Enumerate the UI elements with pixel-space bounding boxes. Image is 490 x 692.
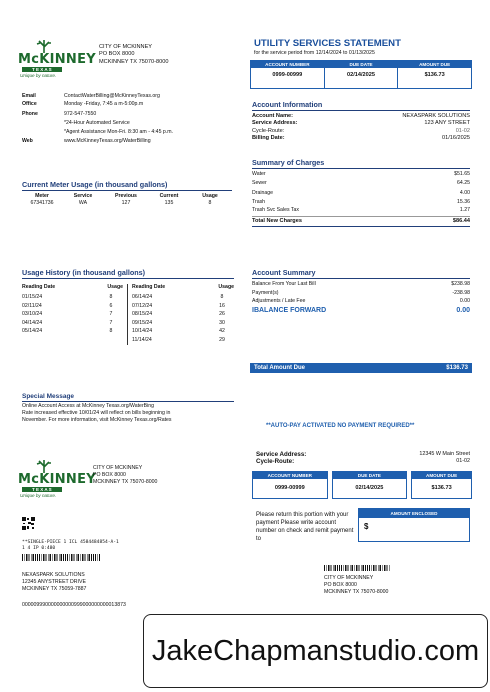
usage-value: 16 bbox=[219, 302, 225, 309]
stub-logo: McKINNEY T E X A S Unique by nature. bbox=[18, 458, 90, 500]
history-row bbox=[22, 303, 123, 312]
logo-tagline: Unique by nature. bbox=[20, 73, 57, 78]
due-date: 02/14/2025 bbox=[347, 72, 375, 78]
phone-number: 972-547-7550 bbox=[64, 111, 97, 117]
meter-row: 67341736 WA 127 135 8 bbox=[30, 199, 212, 206]
statement-boxes: ACCOUNT NUMBER 0999-00999 DUE DATE 02/14/2025 AMOUNT DUE $136.73 bbox=[250, 60, 472, 89]
postal-barcode bbox=[22, 554, 100, 561]
reading-date: 10/14/24 bbox=[132, 328, 153, 334]
reading-date: 08/15/24 bbox=[132, 311, 153, 317]
dollar-sign: $ bbox=[364, 522, 369, 531]
total-amount-due: Total Amount Due $136.73 bbox=[250, 363, 472, 373]
scanline-number: 000009990000000000999000000000013873 bbox=[22, 602, 126, 608]
history-row bbox=[22, 294, 123, 303]
postal-barcode-remit bbox=[324, 565, 390, 571]
email-link[interactable]: ContactWaterBilling@McKinneyTexas.org bbox=[64, 93, 160, 99]
amount-due: $136.73 bbox=[424, 72, 445, 78]
reading-date: 11/14/24 bbox=[132, 336, 152, 343]
history-row bbox=[22, 328, 123, 337]
statement-header bbox=[254, 38, 470, 57]
reading-date: 02/11/24 bbox=[22, 302, 42, 309]
reading-date: 05/14/24 bbox=[22, 328, 43, 334]
usage-value: 8 bbox=[109, 328, 113, 334]
history-row bbox=[132, 337, 234, 346]
balance-forward: IBALANCE FORWARD 0.00 bbox=[252, 306, 470, 314]
history-row bbox=[132, 311, 234, 320]
logo-sub: T E X A S bbox=[22, 67, 62, 72]
remit-address: CITY OF MCKINNEY PO BOX 8000 MCKINNEY TX 75070-8000 bbox=[324, 575, 389, 595]
reading-date: 03/10/24 bbox=[22, 311, 43, 317]
usage-value: 8 bbox=[109, 294, 113, 300]
usage-history: Usage History (in thousand gallons) Reading Date Usage 01/15/24 8 02/11/24 6 03/10/24 7 04/14/24 7 05/14/24 8 Reading Date Usage 06/14/24 8 07/12/24 16 08/15/24 26 09/15/24 30 10/14/24 42 11/14/24 29 bbox=[22, 268, 234, 345]
history-right: Reading Date Usage 06/14/24 8 07/12/24 16 08/15/24 26 09/15/24 30 10/14/24 42 11/14/24 29 bbox=[128, 284, 234, 345]
web-link[interactable]: www.McKinneyTexas.org/WaterBilling bbox=[64, 138, 151, 144]
reading-date: 06/14/24 bbox=[132, 294, 153, 300]
usage-value: 30 bbox=[219, 319, 225, 326]
usage-value: 8 bbox=[220, 294, 224, 300]
current-meter-usage: Current Meter Usage (in thousand gallons) Meter Service Previous Current Usage 67341736 WA 127 135 8 bbox=[22, 180, 232, 207]
reading-date: 07/12/24 bbox=[132, 302, 153, 309]
history-row bbox=[22, 320, 123, 329]
statement-title: UTILITY SERVICES STATEMENT bbox=[254, 38, 401, 49]
scan-line-1: **SINGLE-PIECE 1 ICL 4584484854-A-1 bbox=[22, 540, 119, 545]
stub-boxes: ACCOUNT NUMBER 0999-00999 DUE DATE 02/14/2025 AMOUNT DUE $136.73 bbox=[252, 471, 472, 499]
return-instructions: Please return this portion with your payment Please write account number on check and remit payment to bbox=[256, 512, 354, 543]
customer-address: NEXASPARK SOLUTIONS 12345 ANYSTREET DRIVE MCKINNEY TX 75059-7887 bbox=[22, 572, 87, 592]
logo-word: McKINNEY bbox=[18, 52, 97, 67]
history-row bbox=[132, 328, 234, 337]
usage-value: 26 bbox=[219, 311, 225, 317]
usage-value: 7 bbox=[109, 319, 113, 326]
stub-city-address: CITY OF MCKINNEY PO BOX 8000 MCKINNEY TX 75070-8000 bbox=[93, 465, 158, 485]
summary-of-charges: Summary of Charges Water $51.65 Sewer 64.25 Drainage 4.00 Trash 15.36 Trash Svc Sales Tax 1.27 Total New Charges $86.44 bbox=[252, 158, 470, 227]
account-number: 0999-00999 bbox=[272, 72, 303, 78]
account-info: Account Information Account Name: NEXASPARK SOLUTIONS Service Address: 123 ANY STREET Cycle-Route: 01-02 Billing Date: 01/16/2025 bbox=[252, 100, 470, 141]
autopay-notice: **AUTO-PAY ACTIVATED NO PAYMENT REQUIRED** bbox=[266, 423, 415, 429]
reading-date: 09/15/24 bbox=[132, 319, 153, 326]
watermark-text: JakeChapmanstudio.com bbox=[151, 634, 480, 667]
city-logo bbox=[18, 38, 97, 80]
history-row bbox=[132, 320, 234, 329]
reading-date: 04/14/24 bbox=[22, 319, 43, 326]
amount-enclosed-box[interactable]: AMOUNT ENCLOSED $ bbox=[358, 508, 470, 542]
stub-service: Service Address: 12345 W Main Street Cycle-Route: 01-02 bbox=[256, 451, 470, 465]
contact-block: Email ContactWaterBilling@McKinneyTexas.org Office Monday -Friday, 7:45 a m-5:00p.m Phone 972-547-7550 *24-Hour Automated Service *Agent Assistance Mon-Fri. 8:30 am - 4:45 p.m. Web www.McKinneyTexas.org/WaterBilling bbox=[22, 93, 242, 147]
scan-line-2: 1 4 IP 0:480 bbox=[22, 546, 56, 551]
account-summary: Account Summary Balance From Your Last Bill $238.98 Payment(s) -238.98 Adjustments / Late Fee 0.00 IBALANCE FORWARD 0.00 bbox=[252, 268, 470, 314]
qr-code-icon bbox=[22, 517, 35, 530]
history-left: Reading Date Usage 01/15/24 8 02/11/24 6 03/10/24 7 04/14/24 7 05/14/24 8 bbox=[22, 284, 128, 345]
city-address: CITY OF MCKINNEY PO BOX 8000 MCKINNEY TX 75070-8000 bbox=[99, 44, 169, 65]
history-row bbox=[132, 303, 234, 312]
history-row bbox=[132, 294, 234, 303]
watermark-box bbox=[143, 614, 488, 688]
total-new-charges: Total New Charges $86.44 bbox=[252, 217, 470, 224]
special-message: Special Message Online Account Access at McKinney Texas.org/WaterBing Rate increased effective 10/01/24 will reflect on bills beginning in November. For more information, visit McKinney Texas.org/Rates bbox=[22, 393, 234, 423]
usage-value: 7 bbox=[109, 311, 113, 317]
reading-date: 01/15/24 bbox=[22, 294, 43, 300]
usage-value: 29 bbox=[219, 336, 225, 343]
service-period: for the service period from 12/14/2024 to 01/13/2025 bbox=[254, 50, 375, 56]
usage-value: 42 bbox=[219, 328, 225, 334]
usage-value: 6 bbox=[109, 302, 113, 309]
history-row bbox=[22, 311, 123, 320]
